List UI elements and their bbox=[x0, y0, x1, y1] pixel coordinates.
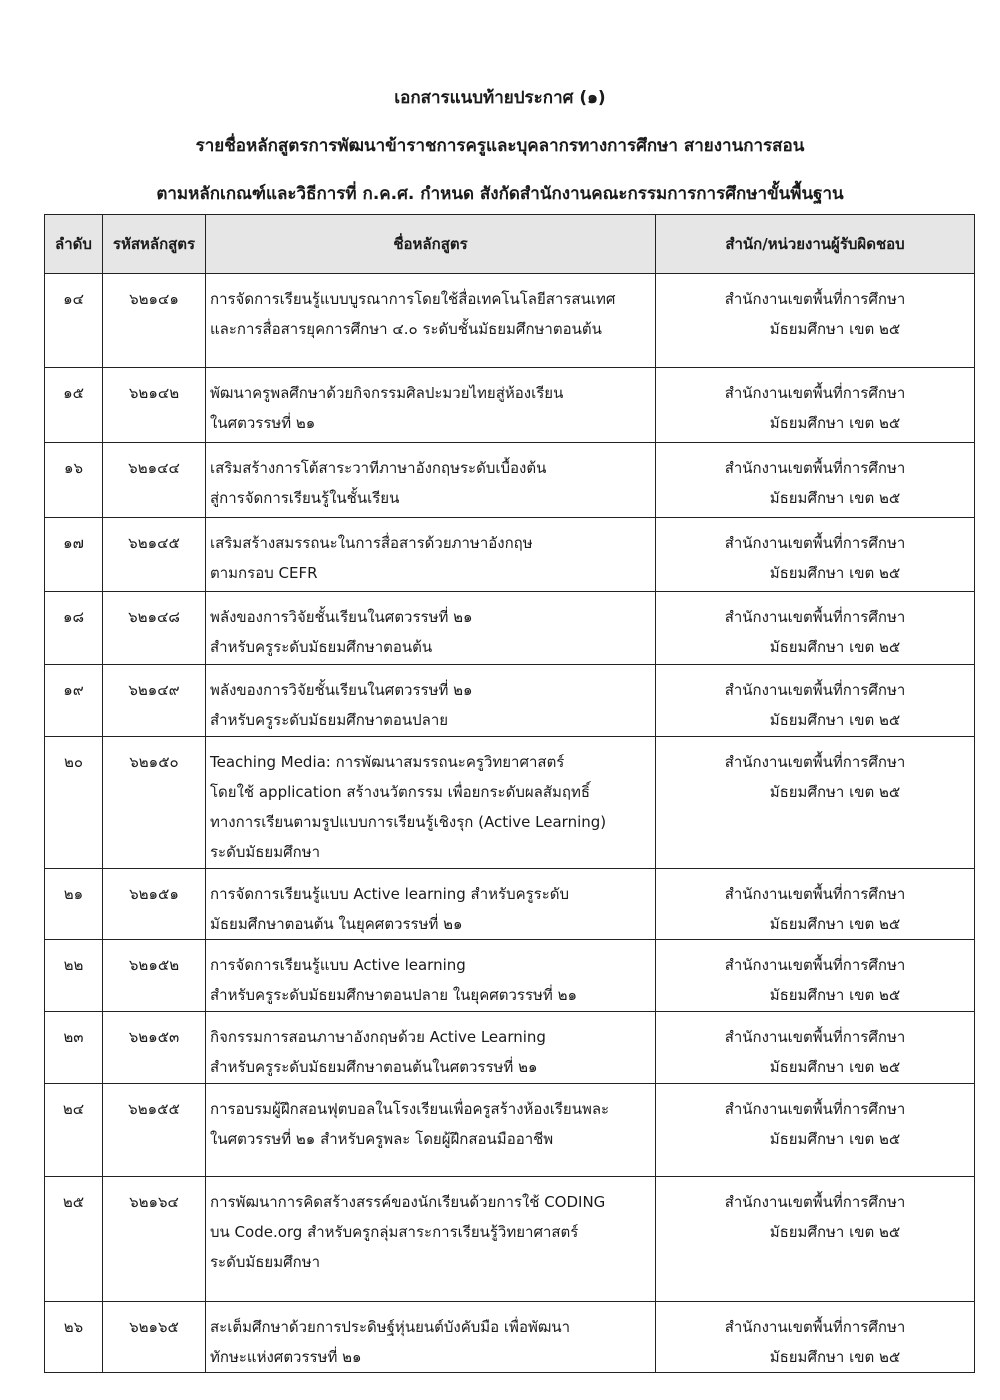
responsible-unit bbox=[656, 1302, 975, 1373]
course-code: ๖๒๑๔๙ bbox=[103, 665, 206, 737]
row-number: ๒๑ bbox=[45, 869, 103, 940]
responsible-unit-line: สำนักงานเขตพื้นที่การศึกษา bbox=[724, 290, 906, 308]
course-title-line: ตามกรอบ CEFR bbox=[210, 564, 318, 582]
row-number: ๒๖ bbox=[45, 1302, 103, 1373]
responsible-unit-line: มัธยมศึกษา เขต ๒๕ bbox=[769, 1130, 901, 1148]
course-title-line: และการสื่อสารยุคการศึกษา ๔.๐ ระดับชั้นมัธยมศึกษาตอนต้น bbox=[210, 320, 602, 338]
course-code: ๖๒๑๕๐ bbox=[103, 737, 206, 869]
document-title: รายชื่อหลักสูตรการพัฒนาข้าราชการครูและบุคลากรทางการศึกษา สายงานการสอน bbox=[195, 136, 805, 156]
course-title-line: พัฒนาครูพลศึกษาด้วยกิจกรรมศิลปะมวยไทยสู่ห้องเรียน bbox=[210, 384, 564, 402]
responsible-unit bbox=[656, 592, 975, 665]
responsible-unit-line: มัธยมศึกษา เขต ๒๕ bbox=[769, 638, 901, 656]
table-row bbox=[45, 869, 975, 940]
responsible-unit-line: สำนักงานเขตพื้นที่การศึกษา bbox=[724, 608, 906, 626]
course-title bbox=[206, 592, 656, 665]
course-title-line: ระดับมัธยมศึกษา bbox=[210, 843, 321, 861]
course-code: ๖๒๑๕๓ bbox=[103, 1012, 206, 1084]
responsible-unit-line: มัธยมศึกษา เขต ๒๕ bbox=[769, 1348, 901, 1366]
responsible-unit-line: มัธยมศึกษา เขต ๒๕ bbox=[769, 915, 901, 933]
course-title-line: สำหรับครูระดับมัธยมศึกษาตอนต้น bbox=[210, 638, 433, 656]
course-title-line: พลังของการวิจัยชั้นเรียนในศตวรรษที่ ๒๑ bbox=[210, 608, 473, 626]
course-title-line: การจัดการเรียนรู้แบบ Active learning bbox=[210, 956, 466, 974]
responsible-unit bbox=[656, 737, 975, 869]
course-title-line: การพัฒนาการคิดสร้างสรรค์ของนักเรียนด้วยการใช้ CODING bbox=[210, 1193, 606, 1211]
course-title bbox=[206, 1084, 656, 1177]
course-code: ๖๒๑๔๑ bbox=[103, 274, 206, 368]
row-number: ๒๕ bbox=[45, 1177, 103, 1302]
course-title bbox=[206, 1177, 656, 1302]
course-title bbox=[206, 1302, 656, 1373]
course-code: ๖๒๑๔๘ bbox=[103, 592, 206, 665]
course-title-line: Teaching Media: การพัฒนาสมรรถนะครูวิทยาศาสตร์ bbox=[210, 753, 565, 771]
responsible-unit-line: สำนักงานเขตพื้นที่การศึกษา bbox=[724, 534, 906, 552]
table-row bbox=[45, 737, 975, 869]
document-heading: เอกสารแนบท้ายประกาศ (๑) bbox=[394, 88, 606, 108]
column-header-unit: สำนัก/หน่วยงานผู้รับผิดชอบ bbox=[656, 215, 975, 274]
responsible-unit bbox=[656, 1084, 975, 1177]
column-header-title: ชื่อหลักสูตร bbox=[206, 215, 656, 274]
course-title-line: เสริมสร้างการโต้สาระวาทีภาษาอังกฤษระดับเบื้องต้น bbox=[210, 459, 547, 477]
table-row bbox=[45, 665, 975, 737]
course-title bbox=[206, 1012, 656, 1084]
row-number: ๑๗ bbox=[45, 518, 103, 592]
responsible-unit-line: สำนักงานเขตพื้นที่การศึกษา bbox=[724, 384, 906, 402]
responsible-unit-line: สำนักงานเขตพื้นที่การศึกษา bbox=[724, 1100, 906, 1118]
course-code: ๖๒๑๔๔ bbox=[103, 443, 206, 518]
table-row bbox=[45, 940, 975, 1012]
responsible-unit-line: สำนักงานเขตพื้นที่การศึกษา bbox=[724, 1028, 906, 1046]
responsible-unit-line: มัธยมศึกษา เขต ๒๕ bbox=[769, 414, 901, 432]
course-title-line: สู่การจัดการเรียนรู้ในชั้นเรียน bbox=[210, 489, 400, 507]
course-title bbox=[206, 869, 656, 940]
responsible-unit bbox=[656, 940, 975, 1012]
responsible-unit-line: มัธยมศึกษา เขต ๒๕ bbox=[769, 711, 901, 729]
table-row bbox=[45, 1177, 975, 1302]
responsible-unit-line: มัธยมศึกษา เขต ๒๕ bbox=[769, 320, 901, 338]
course-title bbox=[206, 665, 656, 737]
responsible-unit bbox=[656, 1012, 975, 1084]
course-title bbox=[206, 443, 656, 518]
responsible-unit-line: สำนักงานเขตพื้นที่การศึกษา bbox=[724, 1318, 906, 1336]
course-title-line: ทางการเรียนตามรูปแบบการเรียนรู้เชิงรุก (Active Learning) bbox=[210, 813, 607, 831]
table-header-row bbox=[45, 215, 975, 274]
course-code: ๖๒๑๔๒ bbox=[103, 368, 206, 443]
table-row bbox=[45, 1012, 975, 1084]
course-title-line: การอบรมผู้ฝึกสอนฟุตบอลในโรงเรียนเพื่อครูสร้างห้องเรียนพละ bbox=[210, 1100, 610, 1118]
course-title-line: โดยใช้ application สร้างนวัตกรรม เพื่อยกระดับผลสัมฤทธิ์ bbox=[210, 783, 591, 801]
course-title bbox=[206, 368, 656, 443]
row-number: ๑๔ bbox=[45, 274, 103, 368]
course-code: ๖๒๑๕๑ bbox=[103, 869, 206, 940]
table-row bbox=[45, 274, 975, 368]
course-title-line: มัธยมศึกษาตอนต้น ในยุคศตวรรษที่ ๒๑ bbox=[210, 915, 463, 933]
course-title bbox=[206, 940, 656, 1012]
course-table bbox=[44, 214, 975, 1373]
course-title-line: สำหรับครูระดับมัธยมศึกษาตอนปลาย bbox=[210, 711, 449, 729]
responsible-unit-line: มัธยมศึกษา เขต ๒๕ bbox=[769, 1058, 901, 1076]
responsible-unit-line: สำนักงานเขตพื้นที่การศึกษา bbox=[724, 459, 906, 477]
course-title bbox=[206, 737, 656, 869]
row-number: ๒๔ bbox=[45, 1084, 103, 1177]
row-number: ๑๙ bbox=[45, 665, 103, 737]
course-code: ๖๒๑๕๕ bbox=[103, 1084, 206, 1177]
row-number: ๑๖ bbox=[45, 443, 103, 518]
row-number: ๑๘ bbox=[45, 592, 103, 665]
course-title-line: กิจกรรมการสอนภาษาอังกฤษด้วย Active Learning bbox=[210, 1028, 546, 1046]
course-title-line: การจัดการเรียนรู้แบบบูรณาการโดยใช้สื่อเทคโนโลยีสารสนเทศ bbox=[210, 290, 616, 308]
responsible-unit bbox=[656, 368, 975, 443]
table-row bbox=[45, 518, 975, 592]
column-header-no: ลำดับ bbox=[45, 215, 103, 274]
course-code: ๖๒๑๖๕ bbox=[103, 1302, 206, 1373]
course-title-line: บน Code.org สำหรับครูกลุ่มสาระการเรียนรู้วิทยาศาสตร์ bbox=[210, 1223, 579, 1241]
responsible-unit bbox=[656, 869, 975, 940]
responsible-unit-line: มัธยมศึกษา เขต ๒๕ bbox=[769, 783, 901, 801]
course-title-line: ในศตวรรษที่ ๒๑ สำหรับครูพละ โดยผู้ฝึกสอนมืออาชีพ bbox=[210, 1130, 554, 1148]
table-row bbox=[45, 368, 975, 443]
course-title bbox=[206, 274, 656, 368]
course-title-line: สำหรับครูระดับมัธยมศึกษาตอนปลาย ในยุคศตวรรษที่ ๒๑ bbox=[210, 986, 577, 1004]
course-title-line: พลังของการวิจัยชั้นเรียนในศตวรรษที่ ๒๑ bbox=[210, 681, 473, 699]
document-subtitle: ตามหลักเกณฑ์และวิธีการที่ ก.ค.ศ. กำหนด สังกัดสำนักงานคณะกรรมการการศึกษาขั้นพื้นฐาน bbox=[156, 184, 844, 204]
responsible-unit-line: มัธยมศึกษา เขต ๒๕ bbox=[769, 1223, 901, 1241]
course-title-line: สะเต็มศึกษาด้วยการประดิษฐ์หุ่นยนต์บังคับมือ เพื่อพัฒนา bbox=[210, 1318, 571, 1336]
responsible-unit bbox=[656, 443, 975, 518]
responsible-unit bbox=[656, 518, 975, 592]
responsible-unit bbox=[656, 665, 975, 737]
responsible-unit-line: มัธยมศึกษา เขต ๒๕ bbox=[769, 986, 901, 1004]
course-title bbox=[206, 518, 656, 592]
course-title-line: เสริมสร้างสมรรถนะในการสื่อสารด้วยภาษาอังกฤษ bbox=[210, 534, 533, 552]
responsible-unit-line: สำนักงานเขตพื้นที่การศึกษา bbox=[724, 1193, 906, 1211]
row-number: ๒๓ bbox=[45, 1012, 103, 1084]
responsible-unit-line: สำนักงานเขตพื้นที่การศึกษา bbox=[724, 753, 906, 771]
table-row bbox=[45, 1302, 975, 1373]
responsible-unit-line: มัธยมศึกษา เขต ๒๕ bbox=[769, 564, 901, 582]
course-code: ๖๒๑๕๒ bbox=[103, 940, 206, 1012]
table-row bbox=[45, 1084, 975, 1177]
responsible-unit-line: สำนักงานเขตพื้นที่การศึกษา bbox=[724, 885, 906, 903]
course-code: ๖๒๑๖๔ bbox=[103, 1177, 206, 1302]
course-title-line: สำหรับครูระดับมัธยมศึกษาตอนต้นในศตวรรษที่ ๒๑ bbox=[210, 1058, 538, 1076]
course-title-line: ในศตวรรษที่ ๒๑ bbox=[210, 414, 316, 432]
table-row bbox=[45, 443, 975, 518]
responsible-unit bbox=[656, 1177, 975, 1302]
responsible-unit-line: มัธยมศึกษา เขต ๒๕ bbox=[769, 489, 901, 507]
responsible-unit-line: สำนักงานเขตพื้นที่การศึกษา bbox=[724, 681, 906, 699]
course-title-line: ระดับมัธยมศึกษา bbox=[210, 1253, 321, 1271]
table-row bbox=[45, 592, 975, 665]
course-title-line: ทักษะแห่งศตวรรษที่ ๒๑ bbox=[210, 1348, 362, 1366]
row-number: ๒๒ bbox=[45, 940, 103, 1012]
row-number: ๑๕ bbox=[45, 368, 103, 443]
course-title-line: การจัดการเรียนรู้แบบ Active learning สำหรับครูระดับ bbox=[210, 885, 570, 903]
column-header-code: รหัสหลักสูตร bbox=[103, 215, 206, 274]
responsible-unit bbox=[656, 274, 975, 368]
row-number: ๒๐ bbox=[45, 737, 103, 869]
responsible-unit-line: สำนักงานเขตพื้นที่การศึกษา bbox=[724, 956, 906, 974]
course-code: ๖๒๑๔๕ bbox=[103, 518, 206, 592]
